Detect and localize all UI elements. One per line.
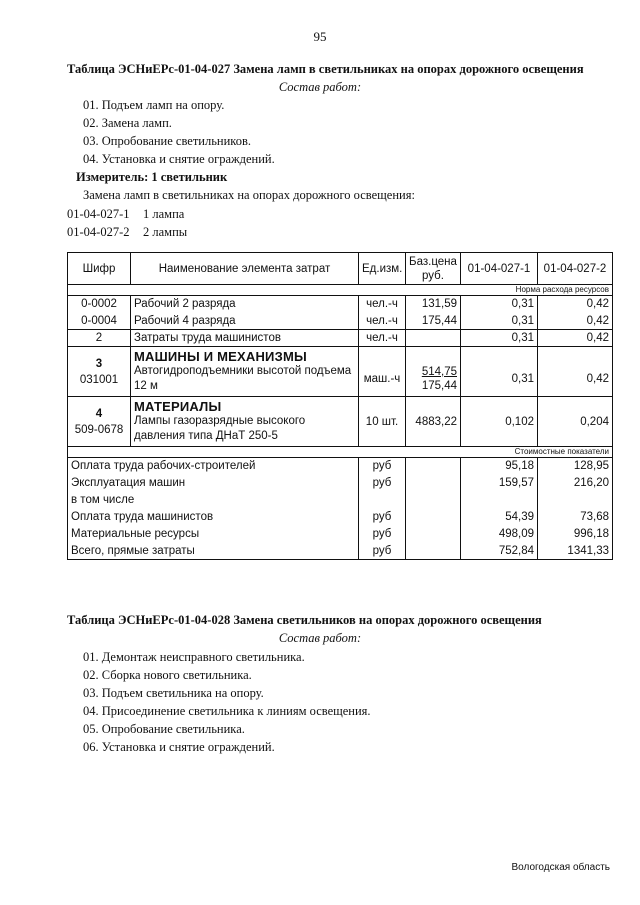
- machines-unit: маш.-ч: [359, 347, 406, 397]
- cost-unit: руб: [359, 543, 406, 560]
- table2-work-6: 06. Установка и снятие ограждений.: [83, 740, 275, 754]
- machines-section-number: 3: [95, 357, 103, 370]
- materials-section-number: 4: [95, 407, 103, 420]
- machines-section-row: [68, 347, 613, 397]
- row-code: 0-0004: [68, 313, 131, 330]
- table2-work-3: 03. Подъем светильника на опору.: [83, 686, 264, 700]
- machines-name: Автогидроподъемники высотой подъема 12 м: [134, 365, 352, 392]
- cost-value-1: 159,57: [461, 475, 538, 492]
- cost-value-1: 752,84: [461, 543, 538, 560]
- cost-empty-cell: [406, 526, 461, 543]
- resource-norms-table: [67, 252, 613, 560]
- table1-work-4: 04. Установка и снятие ограждений.: [83, 152, 275, 166]
- table2-work-1: 01. Демонтаж неисправного светильника.: [83, 650, 305, 664]
- row-price: 175,44: [406, 313, 461, 330]
- variant-1-desc: 1 лампа: [143, 207, 185, 221]
- cost-value-1: 498,09: [461, 526, 538, 543]
- cost-value-2: 1341,33: [538, 543, 613, 560]
- cost-caption: Стоимостные показатели: [68, 447, 613, 458]
- materials-unit: 10 шт.: [359, 397, 406, 447]
- machines-price-1: 514,75: [421, 365, 457, 378]
- materials-section-row: [68, 397, 613, 447]
- variant-2-desc: 2 лампы: [143, 225, 188, 239]
- cost-value-1: [461, 492, 538, 509]
- table-header-row: [68, 253, 613, 285]
- cost-unit: [359, 492, 406, 509]
- cost-name: Всего, прямые затраты: [68, 543, 359, 560]
- row-value-1: 0,31: [461, 330, 538, 347]
- header-code: Шифр: [68, 253, 131, 285]
- cost-name: Эксплуатация машин: [68, 475, 359, 492]
- table-row: [68, 296, 613, 313]
- table2-work-4: 04. Присоединение светильника к линиям освещения.: [83, 704, 371, 718]
- row-price: [406, 330, 461, 347]
- variant-1-code: 01-04-027-1: [67, 207, 130, 221]
- row-unit: чел.-ч: [359, 313, 406, 330]
- page-number: 95: [313, 29, 327, 44]
- table2-work-2: 02. Сборка нового светильника.: [83, 668, 252, 682]
- row-value-2: 0,42: [538, 330, 613, 347]
- cost-value-2: 216,20: [538, 475, 613, 492]
- row-code: 0-0002: [68, 296, 131, 313]
- cost-caption-row: [68, 447, 613, 458]
- cost-unit: руб: [359, 475, 406, 492]
- cost-name: Оплата труда рабочих-строителей: [68, 458, 359, 475]
- table1-title: Таблица ЭСНиЕРс-01-04-027 Замена ламп в светильниках на опорах дорожного освещения: [67, 62, 584, 76]
- header-unit: Ед.изм.: [359, 253, 406, 285]
- variant-2-code: 01-04-027-2: [67, 225, 130, 239]
- table1-works-heading: Состав работ:: [278, 80, 362, 94]
- table1-work-3: 03. Опробование светильников.: [83, 134, 252, 148]
- cost-row: [68, 543, 613, 560]
- row-value-2: 0,42: [538, 296, 613, 313]
- cost-value-2: 996,18: [538, 526, 613, 543]
- cost-value-2: [538, 492, 613, 509]
- table2-work-5: 05. Опробование светильника.: [83, 722, 245, 736]
- cost-value-2: 128,95: [538, 458, 613, 475]
- row-price: 131,59: [406, 296, 461, 313]
- row-unit: чел.-ч: [359, 330, 406, 347]
- norm-caption: Норма расхода ресурсов: [68, 285, 613, 296]
- machines-value-2: 0,42: [538, 347, 613, 397]
- materials-value-1: 0,102: [461, 397, 538, 447]
- measure-label: Измеритель: 1 светильник: [76, 170, 228, 184]
- header-price: Баз.цена руб.: [406, 253, 461, 285]
- cost-row: [68, 509, 613, 526]
- cost-empty-cell: [406, 475, 461, 492]
- header-name: Наименование элемента затрат: [131, 253, 359, 285]
- row-name: Рабочий 4 разряда: [131, 313, 359, 330]
- row-code: 2: [68, 330, 131, 347]
- table2-title: Таблица ЭСНиЕРс-01-04-028 Замена светильников на опорах дорожного освещения: [67, 613, 542, 627]
- header-col1: 01-04-027-1: [461, 253, 538, 285]
- cost-name: Оплата труда машинистов: [68, 509, 359, 526]
- cost-name: в том числе: [68, 492, 359, 509]
- measure-description: Замена ламп в светильниках на опорах дорожного освещения:: [83, 188, 415, 202]
- machines-code: 031001: [79, 373, 119, 386]
- table1-work-1: 01. Подъем ламп на опору.: [83, 98, 225, 112]
- cost-empty-cell: [406, 492, 461, 509]
- materials-value-2: 0,204: [538, 397, 613, 447]
- table-row: [68, 313, 613, 330]
- cost-empty-cell: [406, 458, 461, 475]
- machines-heading: МАШИНЫ И МЕХАНИЗМЫ: [134, 349, 307, 364]
- materials-price: 4883,22: [406, 397, 461, 447]
- cost-empty-cell: [406, 509, 461, 526]
- table2-works-heading: Состав работ:: [278, 631, 362, 645]
- table1-work-2: 02. Замена ламп.: [83, 116, 172, 130]
- row-unit: чел.-ч: [359, 296, 406, 313]
- cost-unit: руб: [359, 526, 406, 543]
- cost-row: [68, 492, 613, 509]
- cost-value-2: 73,68: [538, 509, 613, 526]
- cost-row: [68, 526, 613, 543]
- cost-empty-cell: [406, 543, 461, 560]
- table-row: [68, 330, 613, 347]
- cost-unit: руб: [359, 509, 406, 526]
- cost-value-1: 54,39: [461, 509, 538, 526]
- header-col2: 01-04-027-2: [538, 253, 613, 285]
- footer-region: Вологодская область: [511, 862, 610, 873]
- cost-name: Материальные ресурсы: [68, 526, 359, 543]
- machines-value-1: 0,31: [461, 347, 538, 397]
- row-value-2: 0,42: [538, 313, 613, 330]
- machines-price-2: 175,44: [421, 379, 457, 392]
- norm-caption-row: [68, 285, 613, 296]
- row-value-1: 0,31: [461, 296, 538, 313]
- cost-row: [68, 458, 613, 475]
- materials-code: 509-0678: [74, 423, 124, 436]
- materials-name: Лампы газоразрядные высокого давления типа ДНаТ 250-5: [134, 415, 306, 442]
- row-name: Затраты труда машинистов: [131, 330, 359, 347]
- cost-unit: руб: [359, 458, 406, 475]
- cost-row: [68, 475, 613, 492]
- row-name: Рабочий 2 разряда: [131, 296, 359, 313]
- materials-heading: МАТЕРИАЛЫ: [134, 399, 222, 414]
- cost-value-1: 95,18: [461, 458, 538, 475]
- row-value-1: 0,31: [461, 313, 538, 330]
